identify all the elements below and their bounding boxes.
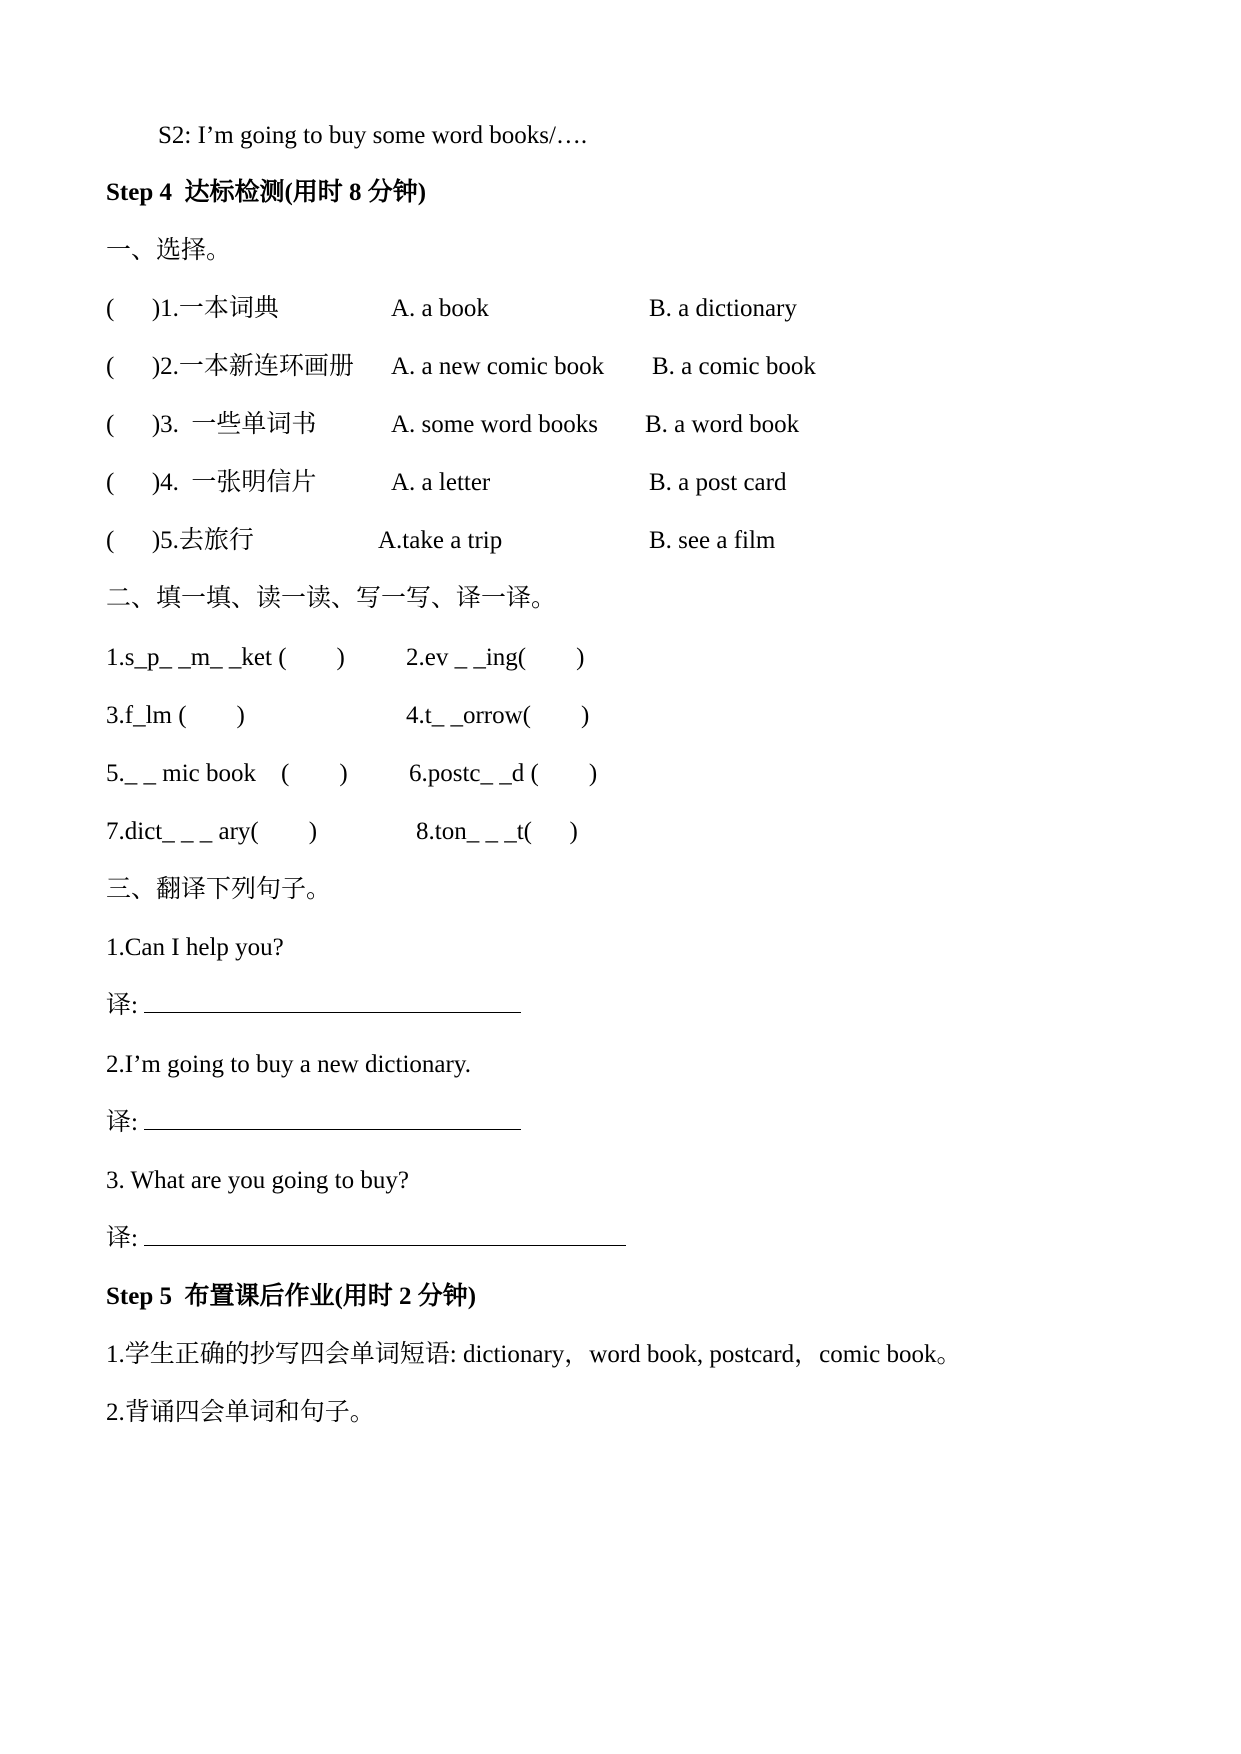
translate-label: 译: [106,1225,145,1252]
fill-item-6: 6.postc_ _d ( ) [409,760,598,787]
choice-option-a-1: A. a book [391,295,489,322]
choice-option-b-2: B. a comic book [652,353,816,380]
choice-option-a-2: A. a new comic book [391,353,605,380]
choice-option-a-3: A. some word books [391,411,598,438]
fill-item-8: 8.ton_ _ _t( ) [416,818,578,845]
translate-label: 译: [106,992,145,1019]
dialogue-line: S2: I’m going to buy some word books/…. [158,122,588,149]
part3-title: 三、翻译下列句子。 [106,876,332,903]
choice-question-4: ( )4. 一张明信片 [106,469,317,496]
translate-label: 译: [106,1109,145,1136]
choice-question-2: ( )2.一本新连环画册 [106,353,354,380]
translate-sentence-1: 1.Can I help you? [106,934,284,961]
fill-item-3: 3.f_lm ( ) [106,702,245,729]
choice-option-b-4: B. a post card [649,469,787,496]
homework-item-1: 1.学生正确的抄写四会单词短语: dictionary，word book, postcard，comic book。 [106,1341,962,1368]
fill-item-4: 4.t_ _orrow( ) [406,702,590,729]
choice-option-b-3: B. a word book [645,411,800,438]
choice-question-3: ( )3. 一些单词书 [106,411,317,438]
translate-sentence-2: 2.I’m going to buy a new dictionary. [106,1051,471,1078]
choice-option-b-1: B. a dictionary [649,295,797,322]
step5-heading: Step 5 布置课后作业(用时 2 分钟) [106,1283,477,1310]
step4-heading: Step 4 达标检测(用时 8 分钟) [106,179,427,206]
choice-option-b-5: B. see a film [649,527,776,554]
answer-blank[interactable] [144,990,521,1013]
choice-question-1: ( )1.一本词典 [106,295,279,322]
fill-item-7: 7.dict_ _ _ ary( ) [106,818,318,845]
fill-item-5: 5._ _ mic book ( ) [106,760,348,787]
part2-title: 二、填一填、读一读、写一写、译一译。 [106,585,557,612]
fill-item-1: 1.s_p_ _m_ _ket ( ) [106,644,345,671]
translate-answer-line-2 [106,1107,521,1139]
translate-answer-line-3 [106,1223,626,1255]
choice-option-a-4: A. a letter [391,469,491,496]
translate-answer-line-1 [106,990,521,1022]
translate-sentence-3: 3. What are you going to buy? [106,1167,409,1194]
answer-blank[interactable] [144,1107,521,1130]
homework-item-2: 2.背诵四会单词和句子。 [106,1399,375,1426]
answer-blank[interactable] [144,1223,626,1246]
part1-title: 一、选择。 [106,237,232,264]
fill-item-2: 2.ev _ _ing( ) [406,644,585,671]
choice-question-5: ( )5.去旅行 [106,527,254,554]
choice-option-a-5: A.take a trip [378,527,503,554]
